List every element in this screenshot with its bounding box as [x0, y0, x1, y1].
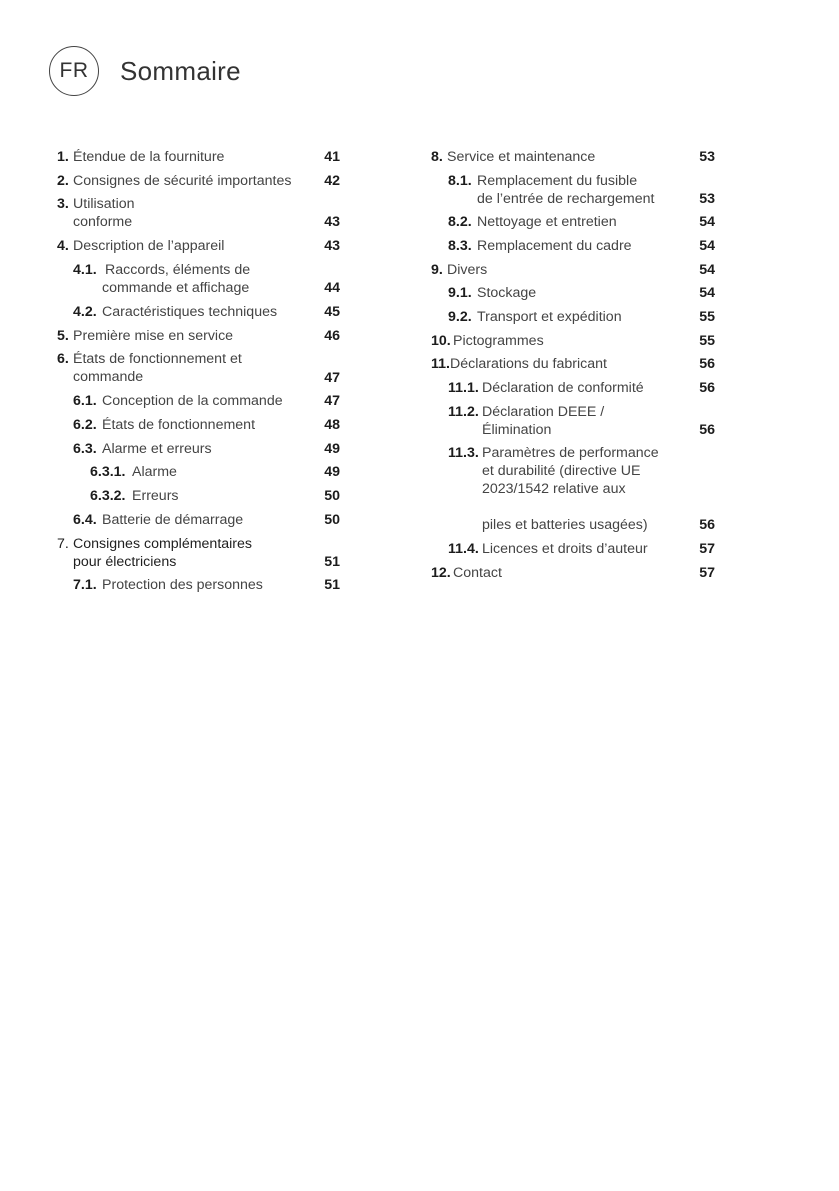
toc-page: 43 [324, 214, 340, 230]
toc-number: 9.2. [448, 309, 472, 325]
toc-page: 56 [699, 356, 715, 372]
toc-number: 6. [57, 351, 69, 367]
toc-page: 55 [699, 309, 715, 325]
toc-page: 51 [324, 554, 340, 570]
toc-title: Consignes complémentaires [73, 536, 253, 552]
language-code: FR [59, 59, 89, 82]
toc-title: Divers [447, 262, 488, 278]
toc-title: Déclaration DEEE / [482, 404, 605, 420]
toc-page: 56 [699, 380, 715, 396]
toc-number: 6.3.1. [90, 464, 126, 480]
toc-page: 57 [699, 565, 715, 581]
toc-title: Service et maintenance [447, 149, 596, 165]
language-badge [49, 46, 99, 96]
toc-number: 6.3. [73, 441, 97, 457]
toc-title-line-3: 2023/1542 relative aux [482, 481, 626, 497]
toc-number: 2. [57, 173, 69, 189]
toc-title: Remplacement du cadre [477, 238, 632, 254]
toc-number: 7.1. [73, 577, 97, 593]
toc-page: 47 [324, 393, 340, 409]
toc-page: 57 [699, 541, 715, 557]
toc-page: 41 [324, 149, 340, 165]
toc-title-line-2: de l’entrée de rechargement [477, 191, 655, 207]
toc-number: 11.1. [448, 380, 479, 396]
toc-number: 12. [431, 565, 451, 581]
toc-page: 54 [699, 214, 715, 230]
toc-number: 11. [431, 356, 450, 372]
toc-title: Transport et expédition [477, 309, 622, 325]
toc-number: 8. [431, 149, 443, 165]
toc-number: 4.2. [73, 304, 97, 320]
toc-title: Description de l’appareil [73, 238, 225, 254]
toc-title: Batterie de démarrage [102, 512, 244, 528]
toc-number: 4.1. [73, 262, 97, 278]
toc-title: Paramètres de performance [482, 445, 659, 461]
toc-title: Erreurs [132, 488, 179, 504]
toc-page: 53 [699, 191, 715, 207]
toc-title-line-2: commande et affichage [102, 280, 250, 296]
toc-number: 6.4. [73, 512, 97, 528]
toc-title: Étendue de la fourniture [73, 149, 225, 165]
toc-title: Consignes de sécurité importantes [73, 173, 292, 189]
toc-page: 50 [324, 488, 340, 504]
toc-page: 54 [699, 238, 715, 254]
toc-page: 42 [324, 173, 340, 189]
toc-title: Déclaration de conformité [482, 380, 644, 396]
toc-title: Première mise en service [73, 328, 234, 344]
toc-number: 5. [57, 328, 69, 344]
toc-title: États de fonctionnement [102, 417, 256, 433]
toc-page: 54 [699, 285, 715, 301]
toc-title: Alarme et erreurs [102, 441, 212, 457]
toc-title: Protection des personnes [102, 577, 263, 593]
toc-title-line-2: commande [73, 369, 144, 385]
toc-title: Contact [453, 565, 502, 581]
toc-title-line-4: piles et batteries usagées) [482, 517, 648, 533]
toc-page: 53 [699, 149, 715, 165]
toc-page: 49 [324, 441, 340, 457]
toc-number: 3. [57, 196, 69, 212]
toc-title: Remplacement du fusible [477, 173, 638, 189]
toc-title-line-2: conforme [73, 214, 133, 230]
toc-page: 45 [324, 304, 340, 320]
toc-title-line-2: Élimination [482, 422, 552, 438]
toc-page: 43 [324, 238, 340, 254]
toc-page: 50 [324, 512, 340, 528]
toc-page: 49 [324, 464, 340, 480]
toc-number: 8.1. [448, 173, 472, 189]
toc-page: 56 [699, 517, 715, 533]
toc-page: 56 [699, 422, 715, 438]
toc-page: 51 [324, 577, 340, 593]
toc-number: 8.3. [448, 238, 472, 254]
toc-page: 55 [699, 333, 715, 349]
toc-number: 9.1. [448, 285, 472, 301]
toc-number: 6.1. [73, 393, 97, 409]
toc-title: Raccords, éléments de [105, 262, 251, 278]
toc-page: 47 [324, 370, 340, 386]
toc-number: 11.4. [448, 541, 479, 557]
toc-page: 48 [324, 417, 340, 433]
toc-number: 1. [57, 149, 69, 165]
toc-number: 11.2. [448, 404, 479, 420]
toc-title: Utilisation [73, 196, 135, 212]
toc-number: 9. [431, 262, 443, 278]
toc-number: 7. [57, 536, 69, 552]
toc-title: Déclarations du fabricant [450, 356, 607, 372]
toc-number: 6.3.2. [90, 488, 126, 504]
toc-page: 44 [324, 280, 340, 296]
toc-number: 11.3. [448, 445, 479, 461]
toc-title: Caractéristiques techniques [102, 304, 278, 320]
toc-number: 4. [57, 238, 69, 254]
toc-title-line-2: et durabilité (directive UE [482, 463, 641, 479]
toc-number: 6.2. [73, 417, 97, 433]
toc-title: Stockage [477, 285, 537, 301]
toc-title: Licences et droits d’auteur [482, 541, 648, 557]
toc-number: 8.2. [448, 214, 472, 230]
toc-page: 46 [324, 328, 340, 344]
page-title: Sommaire [120, 56, 241, 86]
toc-title: Conception de la commande [102, 393, 283, 409]
toc-title-line-2: pour électriciens [73, 554, 177, 570]
toc-page: 54 [699, 262, 715, 278]
toc-title: Alarme [132, 464, 177, 480]
toc-title: États de fonctionnement et [73, 351, 242, 367]
toc-number: 10. [431, 333, 451, 349]
toc-title: Nettoyage et entretien [477, 214, 617, 230]
toc-title: Pictogrammes [453, 333, 544, 349]
